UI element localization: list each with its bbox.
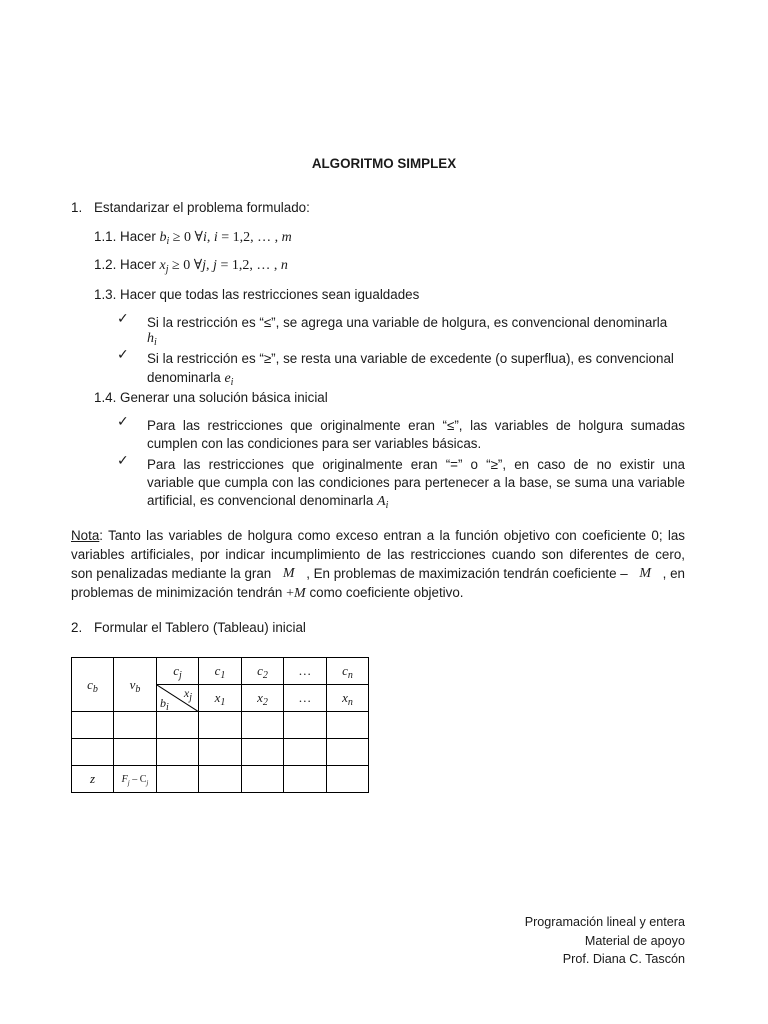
step-1-4: 1.4. Generar una solución básica inicial: [94, 390, 328, 405]
table-row: [72, 739, 369, 766]
symbol-minus-M: M: [639, 566, 652, 581]
symbol-hi: $h_i$: [147, 331, 157, 348]
note-line-1-text: : Tanto las variables de holgura como exceso entran a la función objetivo con coeficiente 0; las: [99, 528, 685, 543]
footer-professor: Prof. Diana C. Tascón: [562, 952, 685, 966]
note-line-3c: , en: [662, 566, 685, 581]
step-2-number: 2.: [71, 620, 83, 635]
header-vb: $v_b$: [114, 658, 157, 712]
bullet-artificial-l3-text: artificial, es convencional denominarla: [147, 493, 374, 508]
step-1-number: 1.: [71, 200, 83, 215]
step-1-1: [94, 227, 292, 247]
bullet-basicas-l1: Para las restricciones que originalmente eran “≤”, las variables de holgura sumadas: [147, 418, 685, 433]
table-row-z: [72, 766, 369, 793]
step-1-3: 1.3. Hacer que todas las restricciones sean igualdades: [94, 287, 420, 302]
note-line-2: variables artificiales, por indicar incumplimiento de las restricciones cuando son diferentes de cero,: [71, 547, 685, 562]
header-dots-2: …: [284, 685, 327, 712]
header-c1: $c_1$: [199, 658, 242, 685]
symbol-ei: $e_i$: [224, 371, 234, 388]
note-line-1: [71, 526, 685, 545]
cell-z: z: [72, 766, 114, 793]
note-line-3b: , En problemas de maximización tendrán coeficiente –: [306, 566, 628, 581]
label-bi: $b_i$: [160, 696, 169, 713]
header-cb: $c_b$: [72, 658, 114, 712]
step-1-2: [94, 255, 288, 275]
note-line-4: [71, 583, 464, 603]
header-xn: $x_n$: [327, 685, 369, 712]
formula-xj-nonneg: $x_j \ge 0$ ∀j, j = 1,2, … , n: [159, 258, 288, 275]
bullet-artificial-l1: Para las restricciones que originalmente eran “=” o “≥”, en caso de no existir una: [147, 457, 685, 472]
formula-bi-nonneg: $b_i \ge 0$ ∀i, i = 1,2, … , m: [159, 230, 292, 247]
document-title: ALGORITMO SIMPLEX: [311, 156, 457, 171]
checkmark-icon: ✓: [117, 453, 129, 469]
table-row: [72, 712, 369, 739]
header-dots: …: [284, 658, 327, 685]
step-1-2-label: 1.2. Hacer: [94, 257, 156, 272]
footer-course: Programación lineal y entera: [524, 915, 685, 929]
header-x1: $x_1$: [199, 685, 242, 712]
header-c2: $c_2$: [242, 658, 284, 685]
bullet-holgura: Si la restricción es “≤”, se agrega una variable de holgura, es convencional denominarla: [147, 315, 668, 330]
symbol-M: M: [282, 566, 295, 581]
note-line-4a: problemas de minimización tendrán: [71, 585, 283, 600]
bullet-excedente-cont: [147, 368, 233, 388]
bullet-basicas-l2: cumplen con las condiciones para ser variables básicas.: [147, 436, 482, 451]
step-2-text: Formular el Tablero (Tableau) inicial: [94, 620, 306, 635]
header-xj-bi: [157, 685, 199, 712]
header-cn: $c_n$: [327, 658, 369, 685]
note-line-3: [71, 564, 685, 583]
note-label: Nota: [71, 528, 100, 543]
cell-fj-cj: $F_j - C_j$: [114, 766, 157, 793]
checkmark-icon: ✓: [117, 414, 129, 430]
label-xj: $x_j$: [183, 686, 192, 703]
step-1-1-label: 1.1. Hacer: [94, 229, 156, 244]
header-cj: $c_j$: [157, 658, 199, 685]
bullet-artificial-l3: [147, 491, 388, 511]
header-x2: $x_2$: [242, 685, 284, 712]
footer-material: Material de apoyo: [584, 933, 685, 948]
bullet-excedente: Si la restricción es “≥”, se resta una variable de excedente (o superflua), es convencional: [147, 351, 674, 366]
bullet-excedente-cont-text: denominarla: [147, 370, 221, 385]
note-line-3a: son penalizadas mediante la gran: [71, 566, 272, 581]
note-line-4b: como coeficiente objetivo.: [309, 585, 464, 600]
simplex-tableau: [71, 657, 369, 793]
checkmark-icon: ✓: [117, 347, 129, 363]
symbol-plus-M: +M: [286, 586, 306, 601]
footer: [525, 913, 685, 969]
checkmark-icon: ✓: [117, 311, 129, 327]
symbol-Ai: $A_i$: [377, 494, 389, 511]
bullet-artificial-l2: variable que cumpla con las condiciones para pertenecer a la base, se suma una variable: [147, 475, 685, 490]
step-1-text: Estandarizar el problema formulado:: [94, 200, 310, 215]
